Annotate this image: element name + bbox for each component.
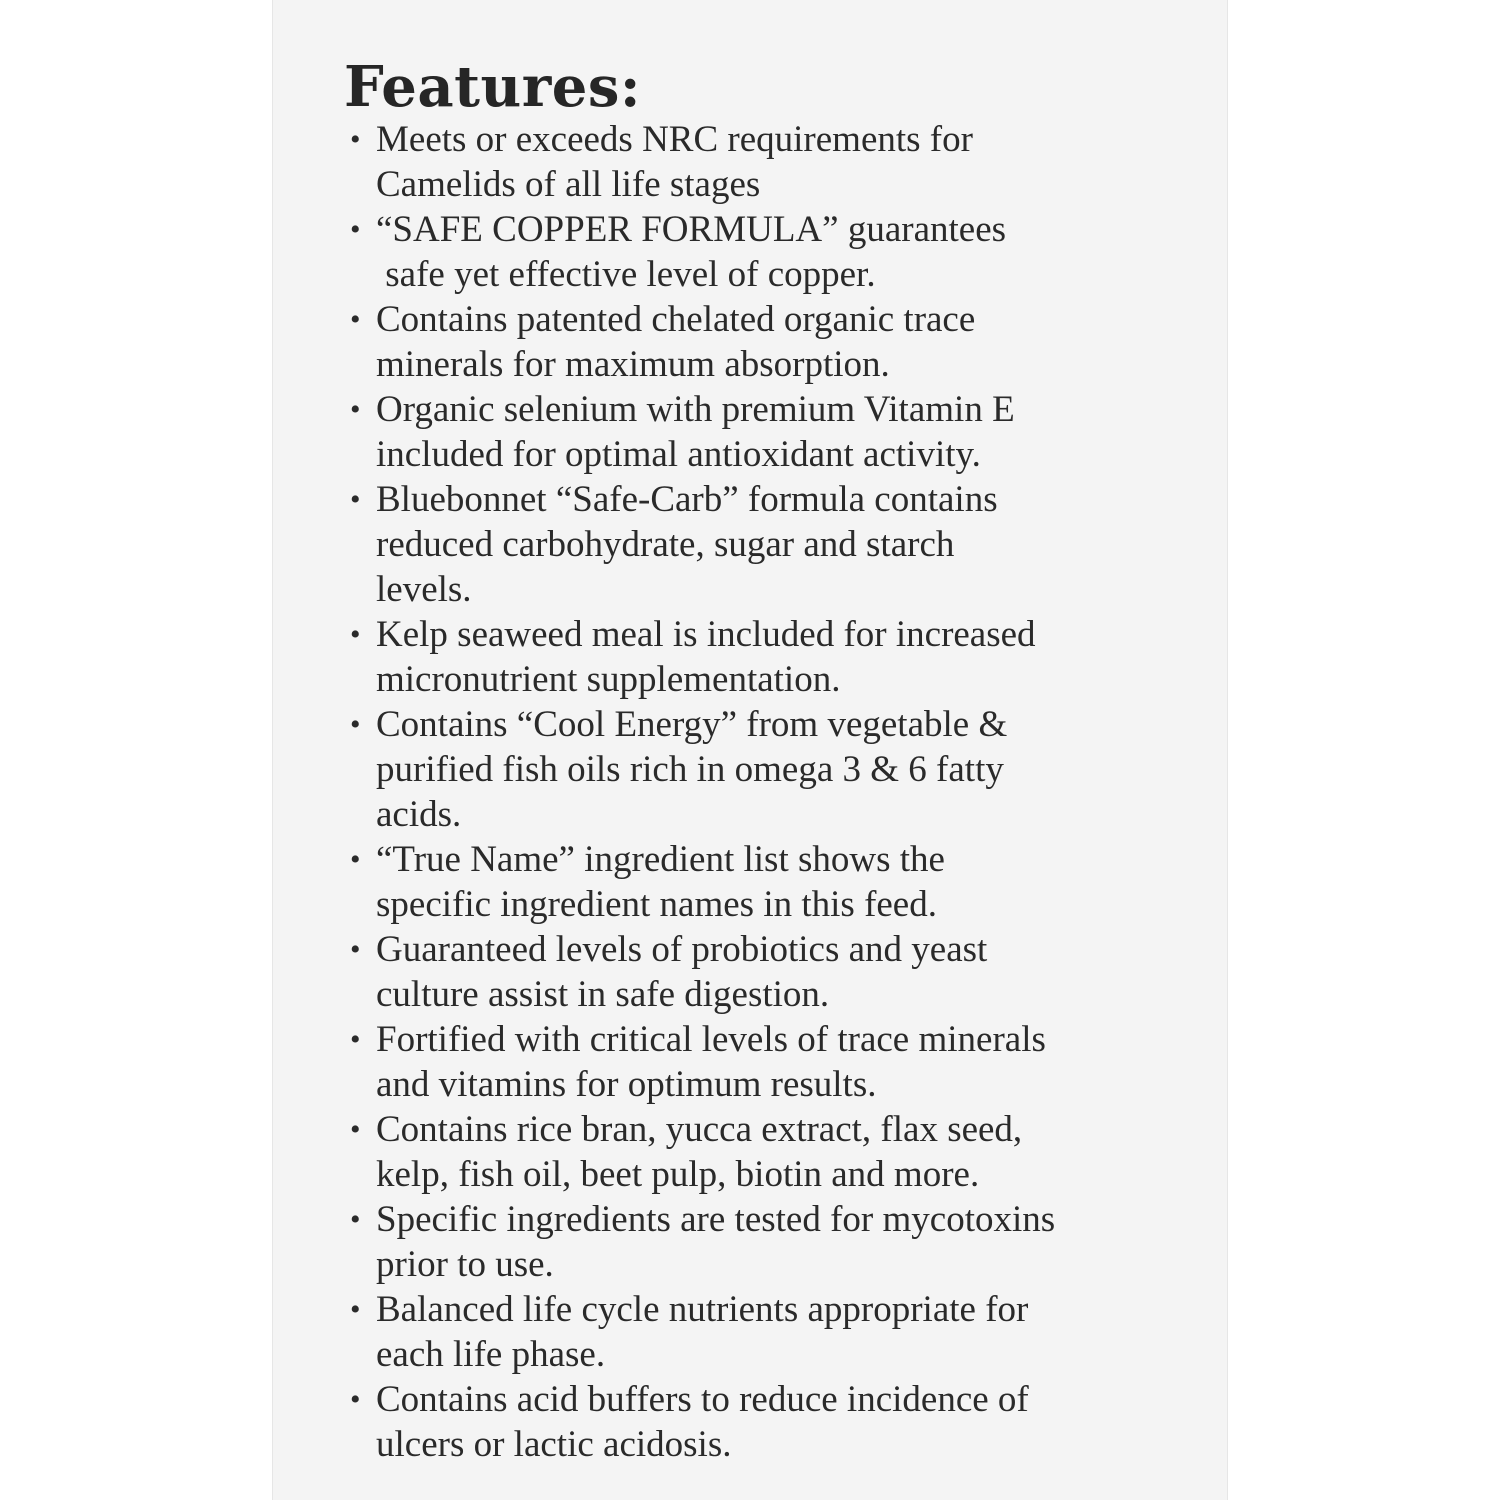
feature-line: Camelids of all life stages xyxy=(376,164,761,205)
bullet-icon: • xyxy=(350,933,361,966)
feature-line: Bluebonnet “Safe-Carb” formula contains xyxy=(376,479,998,520)
bullet-icon: • xyxy=(350,123,361,156)
feature-line: acids. xyxy=(376,794,462,835)
features-title: Features: xyxy=(344,54,642,120)
feature-line: Contains “Cool Energy” from vegetable & xyxy=(376,704,1008,745)
feature-line: Meets or exceeds NRC requirements for xyxy=(376,119,973,160)
feature-line: purified fish oils rich in omega 3 & 6 fatty xyxy=(376,749,1004,790)
feature-item xyxy=(346,387,1226,477)
feature-item xyxy=(346,837,1226,927)
feature-line: each life phase. xyxy=(376,1334,606,1375)
feature-line: reduced carbohydrate, sugar and starch xyxy=(376,524,955,565)
bullet-icon: • xyxy=(350,213,361,246)
feature-line: specific ingredient names in this feed. xyxy=(376,884,937,925)
feature-item xyxy=(346,612,1226,702)
feature-line: Contains patented chelated organic trace xyxy=(376,299,976,340)
bullet-icon: • xyxy=(350,1383,361,1416)
feature-line: “True Name” ingredient list shows the xyxy=(376,839,945,880)
bullet-icon: • xyxy=(350,1293,361,1326)
bullet-icon: • xyxy=(350,618,361,651)
feature-line: and vitamins for optimum results. xyxy=(376,1064,877,1105)
feature-item xyxy=(346,297,1226,387)
feature-line: Specific ingredients are tested for mycotoxins xyxy=(376,1199,1056,1240)
bullet-icon: • xyxy=(350,1203,361,1236)
bullet-icon: • xyxy=(350,1023,361,1056)
feature-line: included for optimal antioxidant activity. xyxy=(376,434,981,475)
feature-item xyxy=(346,477,1226,612)
feature-line: prior to use. xyxy=(376,1244,554,1285)
feature-line: Contains acid buffers to reduce incidence of xyxy=(376,1379,1029,1420)
feature-line: Kelp seaweed meal is included for increased xyxy=(376,614,1036,655)
feature-item xyxy=(346,1287,1226,1377)
feature-line: levels. xyxy=(376,569,472,610)
features-list xyxy=(346,117,1226,1467)
feature-line: safe yet effective level of copper. xyxy=(376,254,876,295)
feature-item xyxy=(346,207,1226,297)
feature-line: culture assist in safe digestion. xyxy=(376,974,830,1015)
bullet-icon: • xyxy=(350,708,361,741)
feature-line: Balanced life cycle nutrients appropriate for xyxy=(376,1289,1029,1330)
bullet-icon: • xyxy=(350,483,361,516)
feature-line: Guaranteed levels of probiotics and yeast xyxy=(376,929,988,970)
bullet-icon: • xyxy=(350,843,361,876)
feature-item xyxy=(346,702,1226,837)
bullet-icon: • xyxy=(350,1113,361,1146)
feature-line: kelp, fish oil, beet pulp, biotin and more. xyxy=(376,1154,980,1195)
feature-item xyxy=(346,1377,1226,1467)
feature-line: minerals for maximum absorption. xyxy=(376,344,890,385)
feature-line: Contains rice bran, yucca extract, flax seed, xyxy=(376,1109,1023,1150)
feature-line: “SAFE COPPER FORMULA” guarantees xyxy=(376,209,1007,250)
feature-line: Fortified with critical levels of trace minerals xyxy=(376,1019,1046,1060)
feature-item xyxy=(346,1017,1226,1107)
feature-line: ulcers or lactic acidosis. xyxy=(376,1424,732,1465)
feature-item xyxy=(346,1107,1226,1197)
feature-line: Organic selenium with premium Vitamin E xyxy=(376,389,1015,430)
feature-item xyxy=(346,927,1226,1017)
bullet-icon: • xyxy=(350,393,361,426)
bullet-icon: • xyxy=(350,303,361,336)
feature-line: micronutrient supplementation. xyxy=(376,659,841,700)
feature-item xyxy=(346,1197,1226,1287)
feature-item xyxy=(346,117,1226,207)
